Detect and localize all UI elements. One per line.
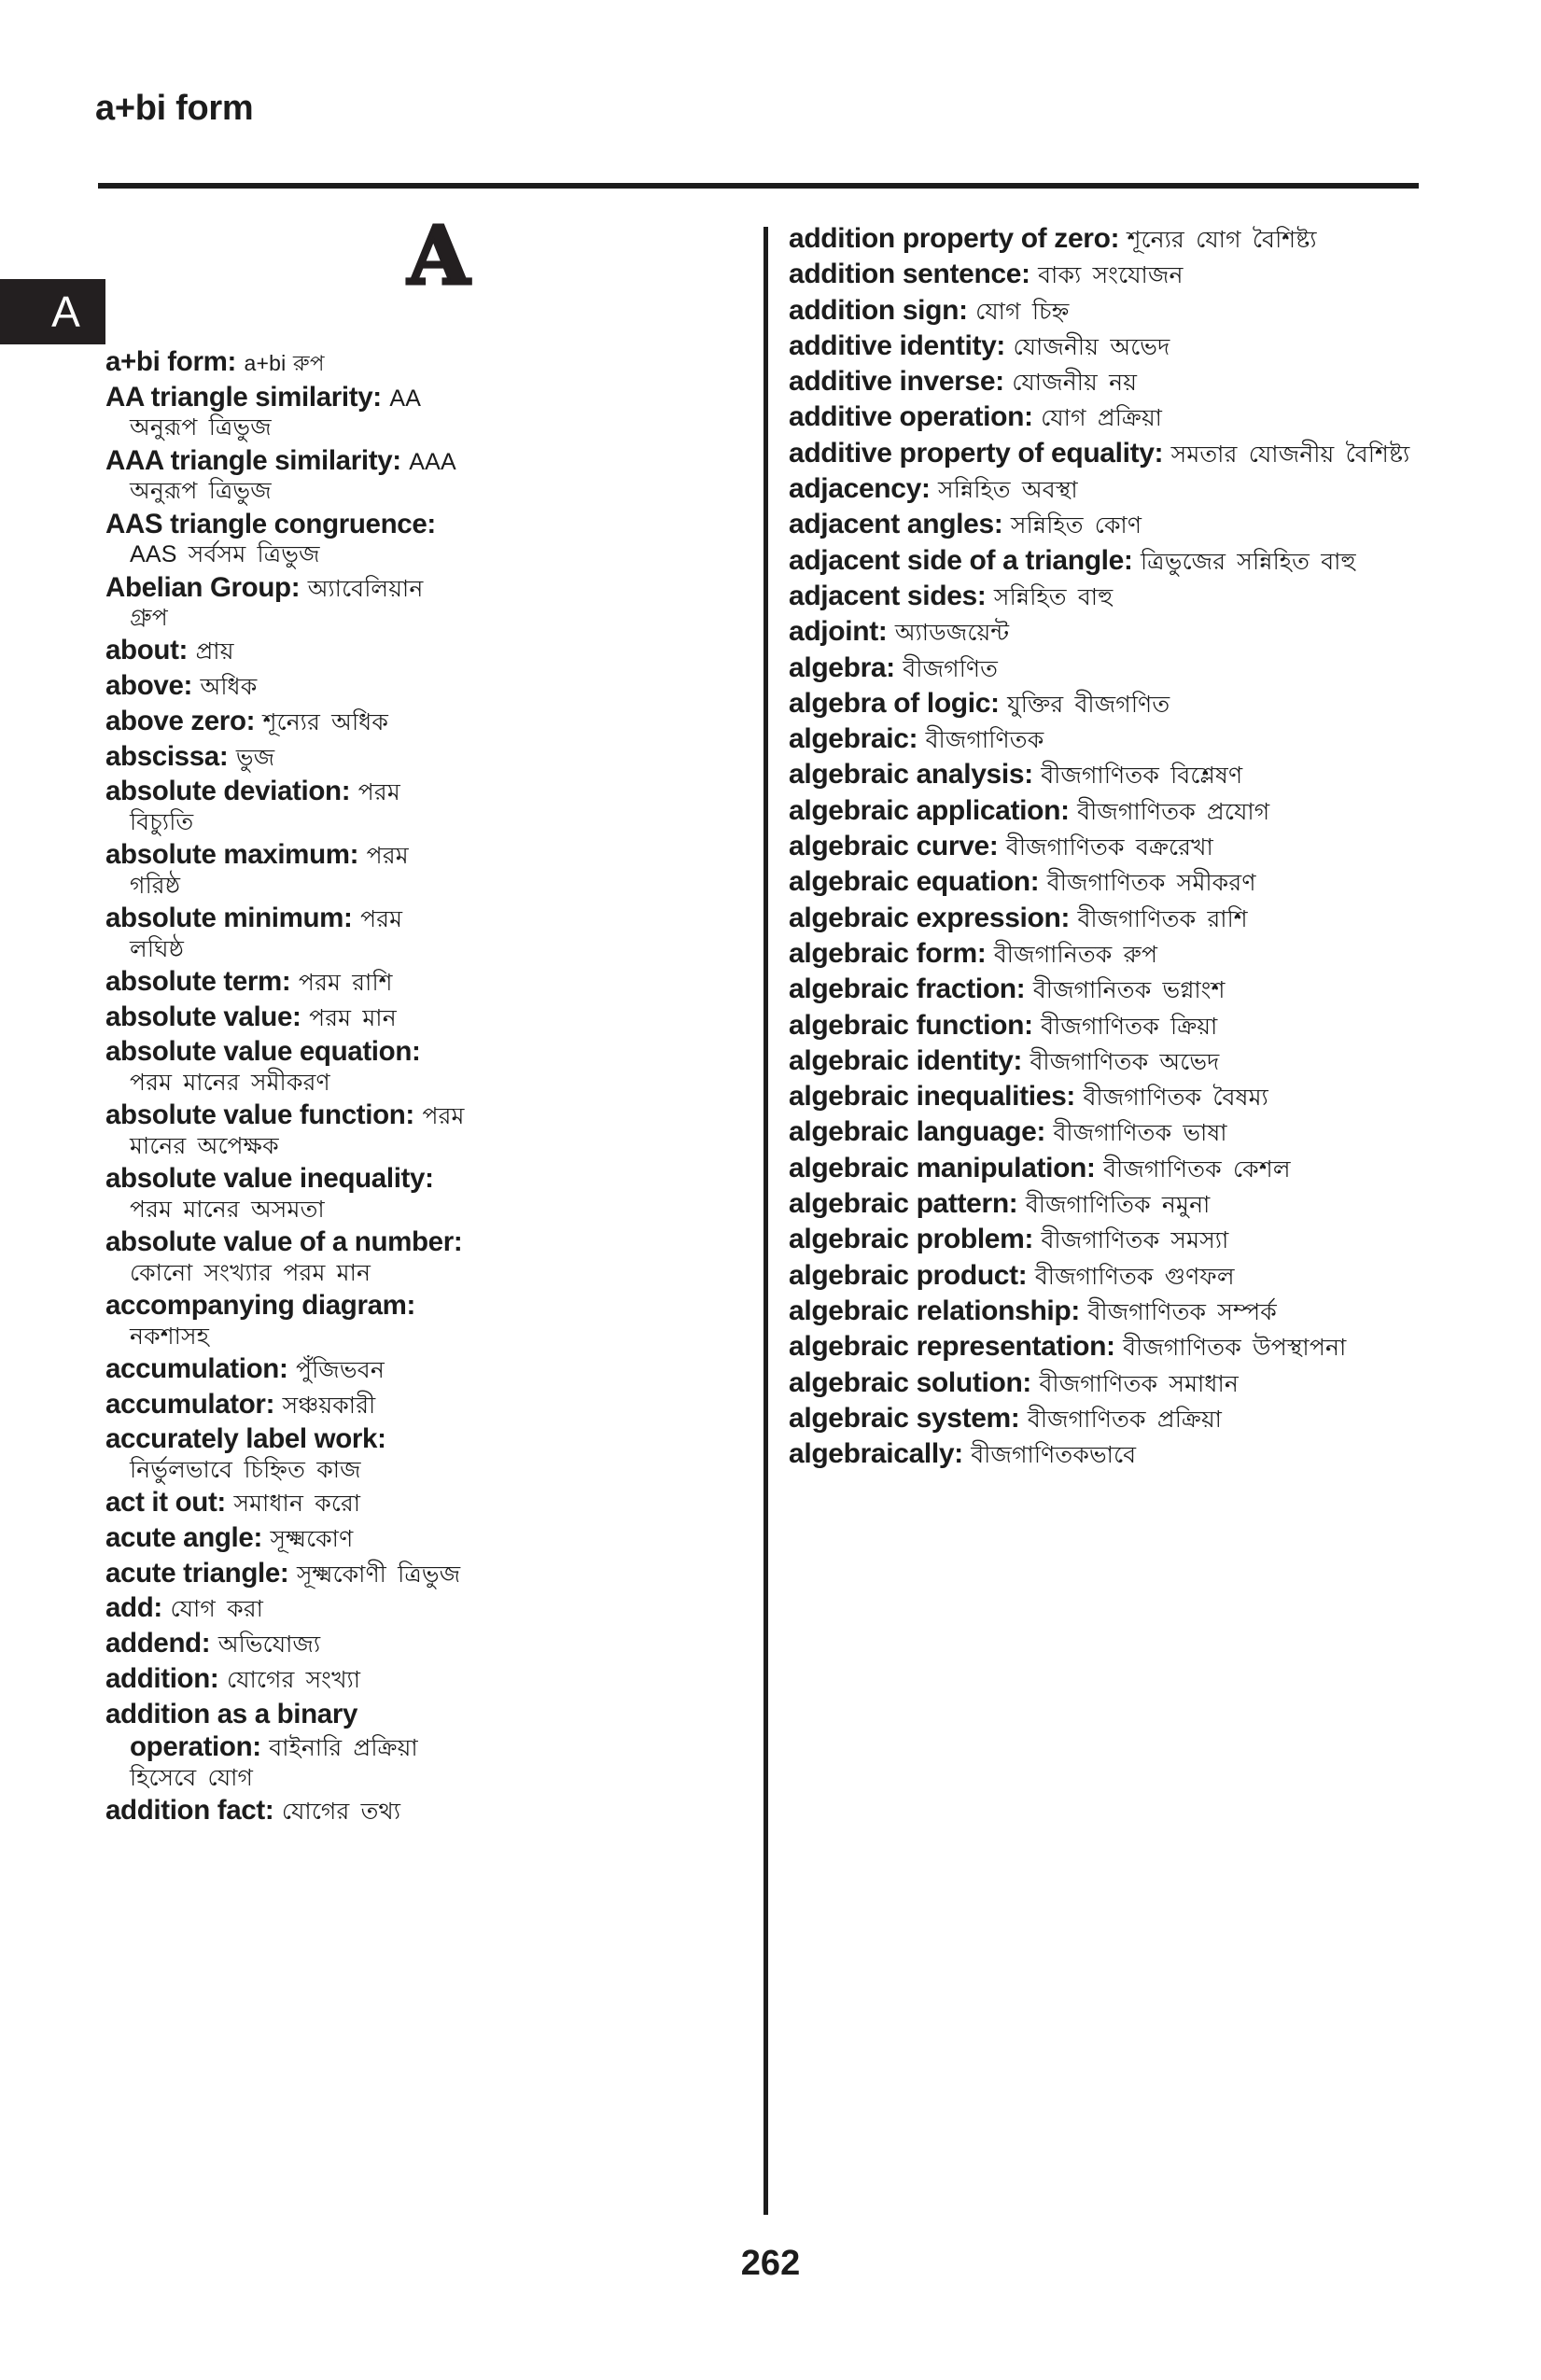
entry-gloss: পরম মানের সমীকরণ [130, 1070, 330, 1097]
entry-term: absolute maximum [105, 839, 350, 871]
entry-gloss: বীজগানিতক রুপ [993, 941, 1158, 968]
entry-gloss: সমতার যোজনীয় বৈশিষ্ট্য [1170, 441, 1410, 468]
entry-colon: : [886, 651, 904, 683]
entry-gloss: বীজগাণিতক বৈষম্য [1083, 1085, 1268, 1112]
dictionary-entry [789, 1009, 1433, 1043]
entry-gloss: অভিযোজ্য [217, 1631, 321, 1659]
dictionary-entry [789, 580, 1433, 613]
entry-term: algebraic expression [789, 902, 1061, 933]
entry-gloss: বীজগাণিতক [925, 727, 1044, 754]
entry-gloss: বীজগাণিতক গুণফল [1034, 1263, 1235, 1290]
entry-gloss: বাক্য সংযোজন [1038, 262, 1184, 289]
entry-term: acute triangle [105, 1557, 280, 1589]
dictionary-entry [105, 775, 465, 836]
entry-colon: : [1010, 1402, 1028, 1434]
entry-colon: : [1017, 1259, 1035, 1291]
entry-term: algebraic solution [789, 1366, 1023, 1398]
entry-colon: : [908, 723, 926, 755]
dictionary-entry [105, 1698, 465, 1793]
entry-colon: : [292, 1001, 310, 1032]
running-head: a+bi form [95, 89, 254, 128]
entry-term: above zero [105, 705, 246, 736]
entry-gloss: বীজগাণিতক বিশ্লেষণ [1041, 763, 1243, 790]
dictionary-entry [105, 1099, 465, 1160]
entry-term: accurately label work [105, 1423, 378, 1455]
dictionary-entry [105, 902, 465, 963]
entry-term: addition [105, 1662, 210, 1694]
entry-gloss: অধিক [200, 674, 258, 701]
dictionary-entry [105, 634, 465, 667]
entry-term: addition sign [789, 294, 960, 326]
entry-colon: : [341, 776, 358, 807]
entry-colon: : [406, 1290, 416, 1322]
entry-term: algebraic representation [789, 1331, 1107, 1363]
entry-gloss: বীজগাণিতক সম্পর্ক [1087, 1298, 1277, 1325]
entry-term: algebraic [789, 723, 909, 755]
dictionary-entry [105, 1486, 465, 1519]
dictionary-entry [105, 444, 465, 506]
entry-colon: : [209, 1662, 227, 1694]
dictionary-entry [105, 1162, 465, 1224]
entry-gloss: বীজগাণিতক রাশি [1077, 905, 1248, 932]
entry-term: algebraic function [789, 1009, 1025, 1041]
entry-colon: : [201, 1628, 218, 1659]
dictionary-entry [105, 705, 465, 738]
entry-term: AAS triangle congruence [105, 508, 427, 539]
entry-term: algebraic inequalities [789, 1081, 1067, 1113]
entry-term: addition as a binary operation [105, 1698, 358, 1763]
dictionary-entry [789, 1080, 1433, 1113]
entry-term: algebraic language [789, 1116, 1037, 1148]
entry-gloss: পরম গরিষ্ঠ [130, 843, 409, 899]
entry-gloss: বীজগানিতক ভগ্নাংশ [1032, 977, 1226, 1004]
entry-gloss: পরম রাশি [298, 970, 393, 996]
entry-colon: : [954, 1438, 972, 1470]
entry-colon: : [227, 346, 245, 377]
dictionary-entry [789, 400, 1433, 434]
entry-colon: : [1013, 1044, 1030, 1076]
dictionary-entry [105, 1035, 465, 1097]
dictionary-entry [105, 1591, 465, 1625]
entry-gloss: যুক্তির বীজগণিত [1007, 691, 1170, 718]
entry-gloss: পরম বিচ্যুতি [130, 779, 400, 835]
entry-colon: : [877, 616, 895, 648]
entry-column-right [789, 222, 1433, 1473]
entry-gloss: সমাধান করো [233, 1491, 361, 1518]
entry-term: algebraic curve [789, 831, 989, 862]
entry-gloss: সূক্ষ্মকোণ [270, 1526, 354, 1553]
entry-gloss: বীজগাণিতক প্রক্রিয়া [1027, 1406, 1223, 1433]
entry-gloss: বীজগাণিতক উপস্থাপনা [1123, 1335, 1347, 1362]
entry-colon: : [427, 508, 437, 539]
entry-colon: : [1024, 759, 1042, 791]
entry-term: adjoint [789, 616, 878, 648]
entry-term: absolute term [105, 966, 282, 997]
entry-term: absolute deviation [105, 776, 342, 807]
entry-colon: : [988, 831, 1006, 862]
dictionary-entry [789, 365, 1433, 399]
entry-gloss: যোগ চিহ্ন [975, 298, 1070, 325]
dictionary-entry [105, 1662, 465, 1696]
entry-term: algebra of logic [789, 687, 991, 719]
entry-colon: : [392, 444, 410, 476]
entry-colon: : [976, 937, 994, 969]
entry-term: algebraic system [789, 1402, 1011, 1434]
entry-colon: : [217, 1487, 234, 1519]
entry-colon: : [281, 966, 299, 997]
entry-gloss: সন্নিহিত বাহু [993, 583, 1114, 610]
entry-term: above [105, 670, 184, 702]
entry-term: algebraic form [789, 937, 977, 969]
entry-term: algebraic manipulation [789, 1152, 1087, 1183]
entry-gloss: বীজগাণিতিক নমুনা [1025, 1192, 1211, 1219]
header-rule [98, 183, 1419, 189]
dictionary-entry [789, 1115, 1433, 1149]
entry-colon: : [1036, 1116, 1054, 1148]
entry-colon: : [995, 366, 1013, 398]
alphabet-thumb-tab [0, 279, 105, 344]
entry-term: addition sentence [789, 259, 1022, 290]
entry-gloss: বীজগাণিতক সমাধান [1039, 1370, 1240, 1397]
entry-term: algebraic problem [789, 1224, 1025, 1255]
entry-term: absolute value of a number [105, 1226, 454, 1258]
entry-colon: : [1022, 1366, 1040, 1398]
entry-colon: : [959, 294, 976, 326]
entry-term: AA triangle similarity [105, 381, 373, 413]
entry-colon: : [990, 687, 1008, 719]
entry-colon: : [996, 329, 1014, 361]
entry-colon: : [265, 1388, 283, 1420]
entry-gloss: যোগ করা [170, 1596, 264, 1623]
dictionary-entry [105, 838, 465, 900]
dictionary-entry [789, 1366, 1433, 1400]
dictionary-entry [789, 973, 1433, 1006]
entry-gloss: বীজগণিত [903, 655, 999, 682]
dictionary-entry [789, 1223, 1433, 1256]
entry-colon: : [1106, 1331, 1124, 1363]
entry-gloss: শূন্যের অধিক [262, 708, 389, 735]
entry-gloss: বীজগাণিতক ক্রিয়া [1041, 1013, 1218, 1040]
entry-colon: : [252, 1731, 270, 1763]
dictionary-entry [789, 437, 1433, 470]
entry-colon: : [1030, 866, 1047, 898]
dictionary-entry [789, 615, 1433, 649]
entry-gloss: নকশাসহ [130, 1323, 210, 1350]
dictionary-entry [789, 651, 1433, 685]
entry-colon: : [1024, 1224, 1042, 1255]
entry-colon: : [1066, 1081, 1084, 1113]
dictionary-entry [789, 1402, 1433, 1435]
dictionary-entry [105, 1289, 465, 1351]
dictionary-entry [105, 1627, 465, 1660]
entry-colon: : [1071, 1295, 1088, 1326]
dictionary-entry [789, 1437, 1433, 1471]
dictionary-entry [789, 544, 1433, 578]
dictionary-entry [789, 722, 1433, 756]
dictionary-entry [105, 740, 465, 774]
dictionary-entry [789, 1152, 1433, 1185]
entry-term: Abelian Group [105, 571, 291, 603]
dictionary-entry [789, 687, 1433, 721]
dictionary-entry [789, 1295, 1433, 1328]
entry-term: adjacent angles [789, 509, 994, 540]
dictionary-entry [105, 1557, 465, 1590]
entry-colon: : [218, 740, 236, 772]
dictionary-entry [105, 345, 465, 379]
dictionary-entry [789, 865, 1433, 899]
entry-term: a+bi form [105, 346, 228, 377]
entry-gloss: ত্রিভুজের সন্নিহিত বাহু [1141, 548, 1356, 575]
entry-term: algebraic fraction [789, 973, 1016, 1005]
entry-term: algebraic relationship [789, 1295, 1072, 1326]
entry-term: AAA triangle similarity [105, 444, 393, 476]
entry-term: adjacency [789, 473, 921, 505]
entry-colon: : [178, 635, 196, 666]
entry-gloss: যোগের সংখ্যা [226, 1666, 361, 1693]
entry-term: additive identity [789, 329, 997, 361]
entry-gloss: সূক্ষ্মকোণী ত্রিভুজ [296, 1561, 461, 1588]
entry-term: accumulator [105, 1388, 266, 1420]
entry-colon: : [1024, 1009, 1042, 1041]
entry-gloss: AAS সর্বসম ত্রিভুজ [130, 541, 320, 568]
entry-colon: : [1086, 1152, 1104, 1183]
entry-gloss: AAA অনুরূপ ত্রিভুজ [130, 448, 455, 505]
entry-colon: : [278, 1353, 296, 1385]
entry-term: algebraic equation [789, 866, 1030, 898]
entry-colon: : [425, 1163, 434, 1195]
entry-gloss: পরম মানের অসমতা [130, 1196, 325, 1223]
entry-term: absolute value inequality [105, 1163, 426, 1195]
entry-colon: : [349, 839, 367, 871]
entry-gloss: প্রায় [195, 638, 234, 665]
entry-term: adjacent sides [789, 580, 977, 611]
entry-colon: : [1024, 401, 1042, 433]
entry-gloss: পরম মান [309, 1004, 397, 1031]
entry-gloss: সন্নিহিত কোণ [1010, 512, 1142, 539]
entry-gloss: যোগের তথ্য [281, 1799, 401, 1826]
dictionary-entry [789, 472, 1433, 506]
entry-gloss: ভুজ [235, 744, 275, 771]
entry-gloss: অ্যাডজয়েন্ট [894, 620, 1010, 647]
entry-colon: : [153, 1592, 171, 1624]
entry-colon: : [183, 670, 201, 702]
entry-colon: : [290, 571, 308, 603]
entry-term: algebraic identity [789, 1044, 1014, 1076]
entry-colon: : [405, 1099, 423, 1131]
entry-colon: : [1008, 1188, 1026, 1220]
entry-gloss: বীজগাণিতক কেশল [1103, 1155, 1291, 1183]
entry-term: addition property of zero [789, 223, 1111, 254]
entry-gloss: a+bi রুপ [244, 351, 325, 375]
dictionary-entry [789, 1187, 1433, 1221]
entry-colon: : [993, 509, 1011, 540]
dictionary-entry [105, 508, 465, 569]
entry-gloss: পরম মানের অপেক্ষক [130, 1103, 465, 1159]
dictionary-entry [105, 1225, 465, 1287]
entry-term: algebra [789, 651, 887, 683]
entry-term: abscissa [105, 740, 219, 772]
dictionary-entry [789, 1259, 1433, 1293]
dictionary-entry [789, 902, 1433, 935]
entry-colon: : [377, 1423, 386, 1455]
entry-term: adjacent side of a triangle [789, 544, 1124, 576]
dictionary-entry [105, 1001, 465, 1034]
dictionary-entry [105, 1794, 465, 1827]
dictionary-entry [789, 222, 1433, 256]
entry-term: acute angle [105, 1522, 254, 1554]
entry-gloss: বীজগাণিতক প্রযোগ [1077, 798, 1270, 825]
entry-colon: : [1021, 259, 1039, 290]
entry-colon: : [1124, 544, 1142, 576]
dictionary-entry [105, 669, 465, 703]
entry-term: act it out [105, 1487, 217, 1519]
entry-colon: : [279, 1557, 297, 1589]
entry-gloss: যোগ প্রক্রিয়া [1041, 405, 1163, 432]
entry-colon: : [1016, 973, 1033, 1005]
entry-gloss: বীজগাণিতক ভাষা [1053, 1120, 1227, 1147]
dictionary-entry [105, 381, 465, 442]
entry-term: add [105, 1592, 154, 1624]
entry-gloss: সঞ্চয়কারী [282, 1392, 376, 1419]
entry-colon: : [343, 903, 361, 934]
entry-colon: : [372, 381, 390, 413]
dictionary-entry [105, 965, 465, 999]
entry-gloss: বীজগাণিতক সমীকরণ [1046, 870, 1256, 897]
entry-gloss: শূন্যের যোগ বৈশিষ্ট্য [1127, 227, 1317, 253]
dictionary-entry [789, 508, 1433, 541]
entry-gloss: বাইনারি প্রক্রিয়া হিসেবে যোগ [130, 1735, 418, 1791]
entry-term: algebraic application [789, 794, 1061, 826]
entry-colon: : [1060, 902, 1078, 933]
entry-column-left [105, 345, 465, 1829]
dictionary-entry [789, 329, 1433, 363]
entry-term: additive operation [789, 401, 1025, 433]
entry-gloss: সন্নিহিত অবস্থা [937, 477, 1078, 504]
entry-gloss: AA অনুরূপ ত্রিভুজ [130, 385, 420, 441]
entry-gloss: পুঁজিভবন [295, 1357, 385, 1384]
entry-gloss: কোনো সংখ্যার পরম মান [130, 1259, 371, 1286]
entry-colon: : [245, 705, 263, 736]
entry-term: addition fact [105, 1795, 265, 1827]
entry-term: additive property of equality [789, 437, 1155, 469]
dictionary-entry [789, 1044, 1433, 1078]
entry-term: algebraic pattern [789, 1188, 1009, 1220]
entry-term: algebraic product [789, 1259, 1018, 1291]
dictionary-entry [789, 758, 1433, 791]
entry-gloss: বীজগাণিতকভাবে [971, 1442, 1137, 1469]
entry-term: algebraically [789, 1438, 955, 1470]
entry-colon: : [264, 1795, 282, 1827]
dictionary-entry [789, 794, 1433, 828]
entry-colon: : [1060, 794, 1078, 826]
entry-colon: : [976, 580, 994, 611]
dictionary-entry [789, 1330, 1433, 1364]
dictionary-entry [789, 294, 1433, 328]
dictionary-entry [105, 1521, 465, 1555]
dictionary-entry [105, 571, 465, 633]
section-drop-letter: A [407, 209, 470, 303]
entry-colon: : [253, 1522, 271, 1554]
thumb-tab-letter: A [51, 287, 80, 336]
entry-term: additive inverse [789, 366, 996, 398]
dictionary-entry [789, 937, 1433, 971]
entry-gloss: পরম লঘিষ্ঠ [130, 906, 403, 962]
entry-term: absolute minimum [105, 903, 344, 934]
dictionary-entry [789, 830, 1433, 863]
entry-term: absolute value [105, 1001, 293, 1032]
entry-term: absolute value equation [105, 1036, 412, 1068]
page-number: 262 [740, 2244, 801, 2283]
entry-colon: : [1110, 223, 1128, 254]
column-divider-rule [763, 227, 768, 2215]
entry-term: algebraic analysis [789, 759, 1025, 791]
entry-gloss: যোজনীয় নয় [1012, 370, 1138, 397]
entry-colon: : [412, 1036, 421, 1068]
entry-colon: : [920, 473, 938, 505]
entry-gloss: যোজনীয় অভেদ [1013, 333, 1170, 360]
entry-term: absolute value function [105, 1099, 406, 1131]
dictionary-entry [105, 1422, 465, 1484]
entry-term: accumulation [105, 1353, 279, 1385]
entry-gloss: নির্ভুলভাবে চিহ্নিত কাজ [130, 1457, 361, 1484]
dictionary-entry [789, 258, 1433, 291]
entry-colon: : [1154, 437, 1171, 469]
entry-gloss: বীজগাণিতক বক্ররেখা [1005, 834, 1213, 861]
entry-colon: : [453, 1226, 463, 1258]
dictionary-entry [105, 1352, 465, 1386]
dictionary-entry [105, 1388, 465, 1421]
entry-term: addend [105, 1628, 202, 1659]
entry-gloss: বীজগাণিতক সমস্যা [1041, 1227, 1229, 1254]
entry-gloss: অ্যাবেলিয়ান গ্রুপ [130, 575, 424, 632]
entry-term: accompanying diagram [105, 1290, 407, 1322]
entry-term: about [105, 635, 179, 666]
entry-gloss: বীজগাণিতক অভেদ [1030, 1048, 1220, 1075]
